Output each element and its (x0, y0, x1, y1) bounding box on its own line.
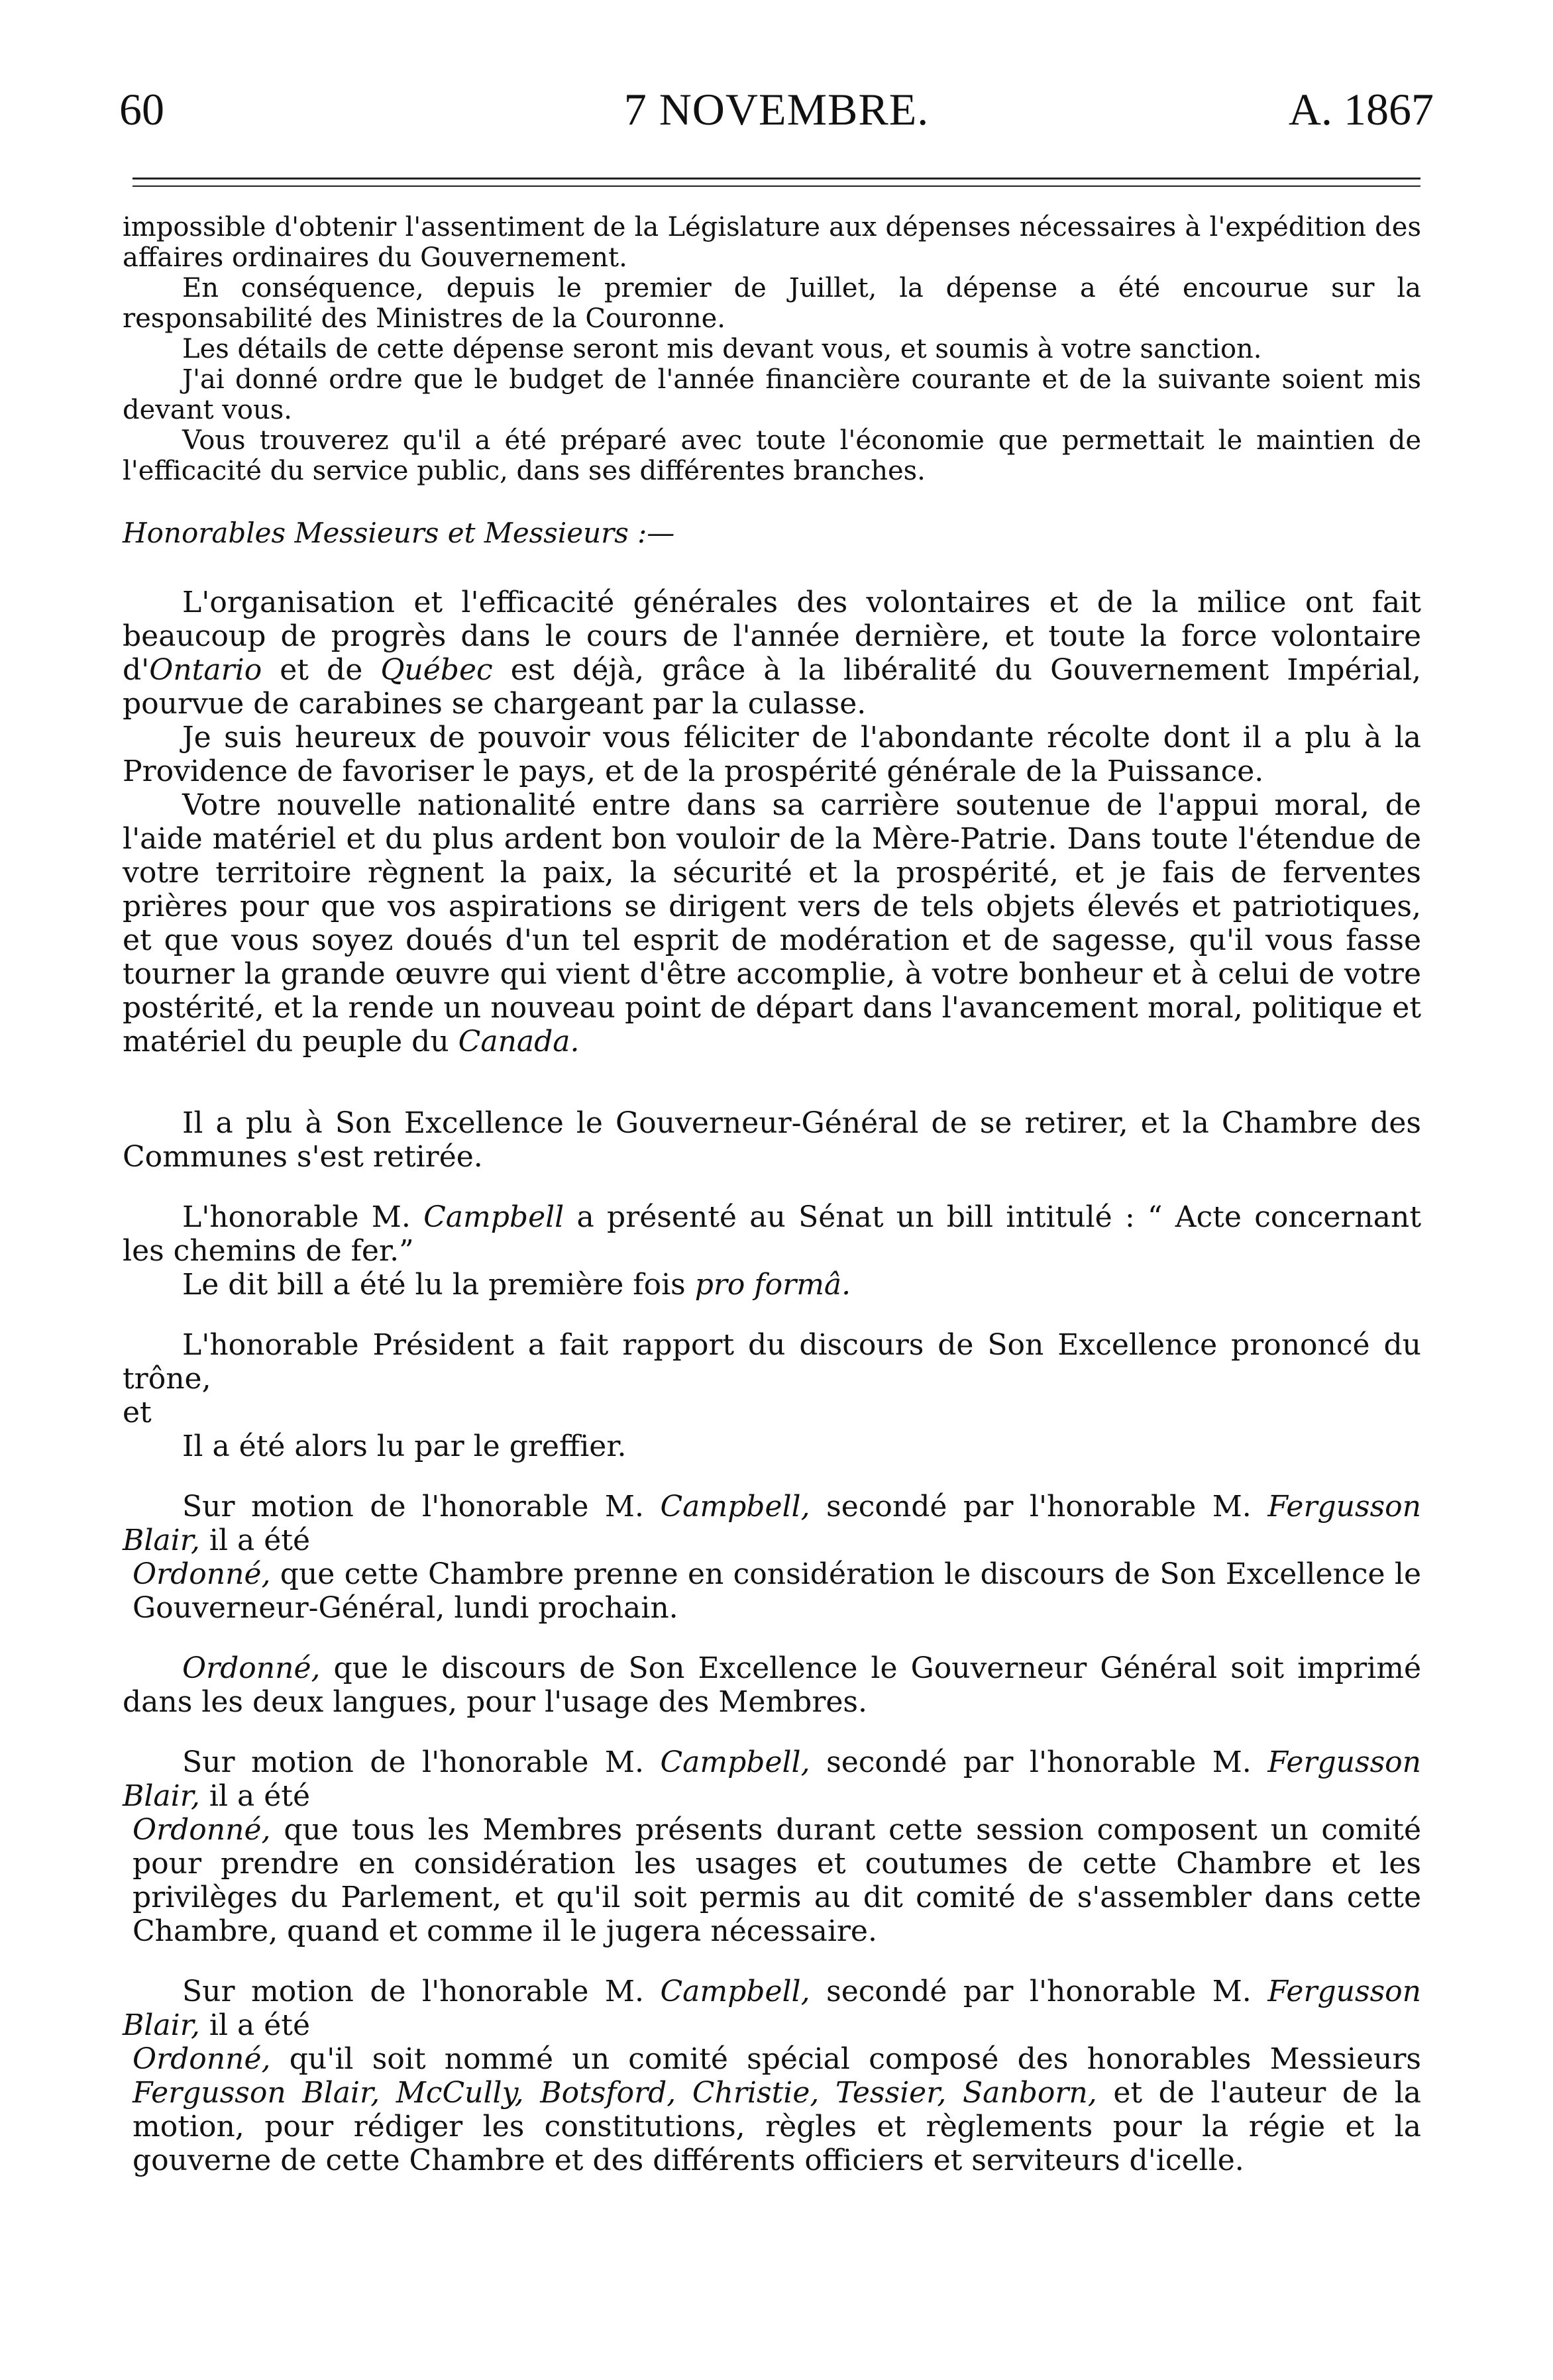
paragraph: Les détails de cette dépense seront mis devant vous, et soumis à votre sanction. (182, 334, 1262, 364)
header-rule-thick (133, 178, 1420, 180)
order-keyword: Ordonné, (133, 2042, 271, 2076)
paragraph: L'honorable M. Campbell a présenté au Sénat un bill intitulé : “ Acte concernant les chemins de fer.” (123, 1200, 1421, 1268)
header-rule-thin (133, 185, 1420, 187)
paragraph: L'honorable Président a fait rapport du discours de Son Excellence prononcé du trône, (123, 1328, 1421, 1396)
order-paragraph: Ordonné, qu'il soit nommé un comité spécial composé des honorables Messieurs Fergusson Blair, McCully, Botsford, Christie, Tessier, Sanborn, et de l'auteur de la motion, pour rédiger les constitutions, règles et règlements pour la régie et la gouverne de cette Chambre et des différents officiers et serviteurs d'icelle. (133, 2042, 1421, 2177)
order-keyword: Ordonné, (133, 1557, 271, 1591)
member-name: Campbell, (660, 1745, 810, 1779)
member-name: Fergusson Blair, (123, 1745, 1421, 1813)
paragraph: Il a plu à Son Excellence le Gouverneur-Général de se retirer, et la Chambre des Communes s'est retirée. (123, 1106, 1421, 1174)
paragraph: J'ai donné ordre que le budget de l'année financière courante et de la suivante soient mis devant vous. (123, 364, 1421, 425)
order-paragraph: Ordonné, que tous les Membres présents durant cette session composent un comité pour prendre en considération les usages et coutumes de cette Chambre et les privilèges du Parlement, et qu'il soit permis au dit comité de s'assembler dans cette Chambre, quand et comme il le jugera nécessaire. (133, 1813, 1421, 1948)
paragraph: Je suis heureux de pouvoir vous féliciter de l'abondante récolte dont il a plu à la Providence de favoriser le pays, et de la prospérité générale de la Puissance. (123, 721, 1421, 788)
paragraph: impossible d'obtenir l'assentiment de la Législature aux dépenses nécessaires à l'expédition des affaires ordinaires du Gouvernement. (123, 212, 1421, 273)
member-name: Fergusson Blair, (123, 1975, 1421, 2042)
place-name: Canada. (458, 1025, 580, 1059)
paragraph: En conséquence, depuis le premier de Juillet, la dépense a été encourue sur la responsabilité des Ministres de la Couronne. (123, 273, 1421, 334)
order-keyword: Ordonné, (133, 1813, 271, 1847)
member-names: Fergusson Blair, McCully, Botsford, Christie, Tessier, Sanborn, (133, 2076, 1097, 2110)
latin-term: pro formâ. (694, 1268, 851, 1302)
motion-paragraph: Sur motion de l'honorable M. Campbell, secondé par l'honorable M. Fergusson Blair, il a été (123, 1745, 1421, 1813)
running-year: A. 1867 (1288, 84, 1434, 134)
member-name: Fergusson Blair, (123, 1490, 1421, 1557)
page-number: 60 (119, 84, 164, 134)
running-date: 7 NOVEMBRE. (623, 84, 930, 134)
paragraph: L'organisation et l'efficacité générales des volontaires et de la milice ont fait beaucoup de progrès dans le cours de l'année dernière, et toute la force volontaire d'Ontario et de Québec est déjà, grâce à la libéralité du Gouvernement Impérial, pourvue de carabines se chargeant par la culasse. (123, 586, 1421, 721)
order-keyword: Ordonné, (182, 1651, 321, 1685)
member-name: Campbell, (660, 1975, 810, 2008)
member-name: Campbell (423, 1200, 564, 1234)
place-name: Québec (380, 653, 493, 687)
place-name: Ontario (149, 653, 262, 687)
motion-paragraph: Sur motion de l'honorable M. Campbell, secondé par l'honorable M. Fergusson Blair, il a été (123, 1975, 1421, 2042)
address-heading: Honorables Messieurs et Messieurs :— (123, 517, 675, 549)
motion-paragraph: Sur motion de l'honorable M. Campbell, secondé par l'honorable M. Fergusson Blair, il a été (123, 1490, 1421, 1557)
member-name: Campbell, (660, 1490, 810, 1524)
paragraph: et (123, 1396, 152, 1429)
paragraph: Il a été alors lu par le greffier. (182, 1429, 627, 1463)
paragraph: Votre nouvelle nationalité entre dans sa carrière soutenue de l'appui moral, de l'aide matériel et du plus ardent bon vouloir de la Mère-Patrie. Dans toute l'étendue de votre territoire règnent la paix, la sécurité et la prospérité, et je fais de ferventes prières pour que vos aspirations se dirigent vers de tels objets élevés et patriotiques, et que vous soyez doués d'un tel esprit de modération et de sagesse, qu'il vous fasse tourner la grande œuvre qui vient d'être accomplie, à votre bonheur et à celui de votre postérité, et la rende un nouveau point de départ dans l'avancement moral, politique et matériel du peuple du Canada. (123, 788, 1421, 1059)
page-header (119, 79, 1434, 139)
order-paragraph: Ordonné, que le discours de Son Excellence le Gouverneur Général soit imprimé dans les deux langues, pour l'usage des Membres. (123, 1651, 1421, 1719)
order-paragraph: Ordonné, que cette Chambre prenne en considération le discours de Son Excellence le Gouverneur-Général, lundi prochain. (133, 1557, 1421, 1625)
paragraph: Le dit bill a été lu la première fois pro formâ. (182, 1268, 851, 1302)
body-text (123, 212, 1421, 2177)
paragraph: Vous trouverez qu'il a été préparé avec toute l'économie que permettait le maintien de l'efficacité du service public, dans ses différentes branches. (123, 425, 1421, 486)
